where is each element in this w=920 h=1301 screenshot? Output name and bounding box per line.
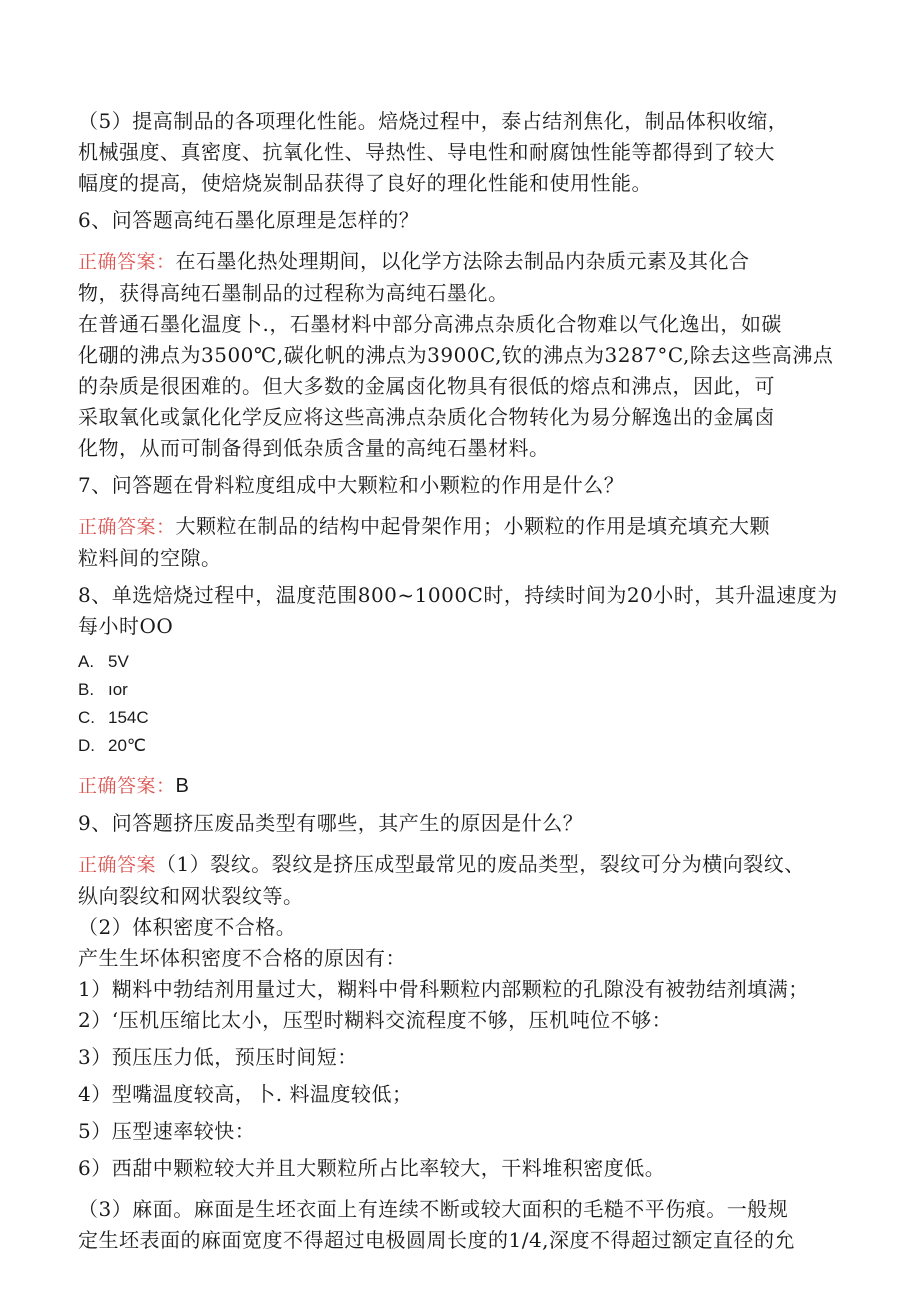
question-9: 9、问答题挤压废品类型有哪些，其产生的原因是什么？ [78,811,584,835]
answer-7-line [78,511,848,543]
answer-6-line: 采取氧化或氯化化学反应将这些高沸点杂质化合物转化为易分解逸出的金属卤 [78,405,775,429]
answer-8-line [78,770,848,802]
answer-9-line: 6）西甜中颗粒较大并且大颗粒所占比率较大，干料堆积密度低。 [78,1156,666,1180]
answer-9-line: 2）‘压机压缩比太小，压型时糊料交流程度不够，压机吨位不够： [78,1008,673,1032]
answer-9-line: 定生坯表面的麻面宽度不得超过电极圆周长度的1/4,深度不得超过额定直径的允 [78,1228,796,1252]
question-6: 6、问答题高纯石墨化原理是怎样的？ [78,208,420,232]
option-key: A. [78,652,95,671]
answer-6-line: 化硼的沸点为3500℃,碳化帆的沸点为3900C,钦的沸点为3287°C,除去这些高沸点 [78,343,834,367]
answer-9-line: （2）体积密度不合格。 [78,915,297,939]
paragraph-line: （5）提高制品的各项理化性能。焙烧过程中，泰占结剂焦化，制品体积收缩， [78,109,789,133]
question-7: 7、问答题在骨料粒度组成中大颗粒和小颗粒的作用是什么？ [78,473,625,497]
option-text: ıor [108,680,128,699]
answer-text: 在石墨化热处理期间，以化学方法除去制品内杂质元素及其化合 [175,249,750,273]
option-c [78,704,848,732]
answer-label: 正确答案： [78,775,176,797]
answer-9-line [78,849,848,881]
answer-9-line: 产生生坏体积密度不合格的原因有： [78,946,406,970]
answer-6-line: 在普通石墨化温度卜.，石墨材料中部分高沸点杂质化合物难以气化逸出，如碳 [78,312,782,336]
answer-6-line: 化物，从而可制备得到低杂质含量的高纯石墨材料。 [78,436,550,460]
option-text: 20℃ [108,736,147,755]
answer-9-line: 1）糊料中勃结剂用量过大，糊料中骨科颗粒内部颗粒的孔隙没有被勃结剂填满； [78,977,809,1001]
option-a [78,648,848,676]
answer-9-line: 4）型嘴温度较高，卜. 料温度较低； [78,1082,413,1106]
answer-9-line: 纵向裂纹和网状裂纹等。 [78,884,304,908]
answer-7-line: 粒料间的空隙。 [78,546,222,570]
option-b [78,676,848,704]
option-key: D. [78,736,95,755]
option-d [78,732,848,760]
option-text: 5V [108,652,129,671]
answer-9-line: （3）麻面。麻面是生坯衣面上有连续不断或较大面积的毛糙不平伤痕。一般规 [78,1197,789,1221]
answer-9-line: 5）压型速率较快： [78,1119,256,1143]
paragraph-line: 机械强度、真密度、抗氧化性、导热性、导电性和耐腐蚀性能等都得到了较大 [78,140,775,164]
option-text: 154C [108,708,149,727]
paragraph-line: 幅度的提高，使焙烧炭制品获得了良好的理化性能和使用性能。 [78,171,652,195]
answer-text: 大颗粒在制品的结构中起骨架作用；小颗粒的作用是填充填充大颗 [175,514,771,538]
option-key: C. [78,708,95,727]
answer-6-line: 物，获得高纯石墨制品的过程称为高纯石墨化。 [78,281,509,305]
answer-9-line: 3）预压压力低，预压时间短： [78,1045,358,1069]
answer-label: 正确答案： [78,251,176,273]
answer-value: B [175,775,190,797]
answer-text: （1）裂纹。裂纹是挤压成型最常见的废品类型，裂纹可分为横向裂纹、 [156,852,805,876]
document-page [78,106,848,1256]
answer-6-line [78,246,848,278]
answer-label: 正确答案： [78,516,176,538]
option-key: B. [78,680,95,699]
question-8: 8、单选焙烧过程中，温度范围800~1000C时，持续时间为20小时，其升温速度为 [78,583,838,607]
question-8: 每小时OO [78,614,174,638]
answer-6-line: 的杂质是很困难的。但大多数的金属卤化物具有很低的熔点和沸点，因此，可 [78,374,775,398]
answer-label: 正确答案 [78,854,157,876]
